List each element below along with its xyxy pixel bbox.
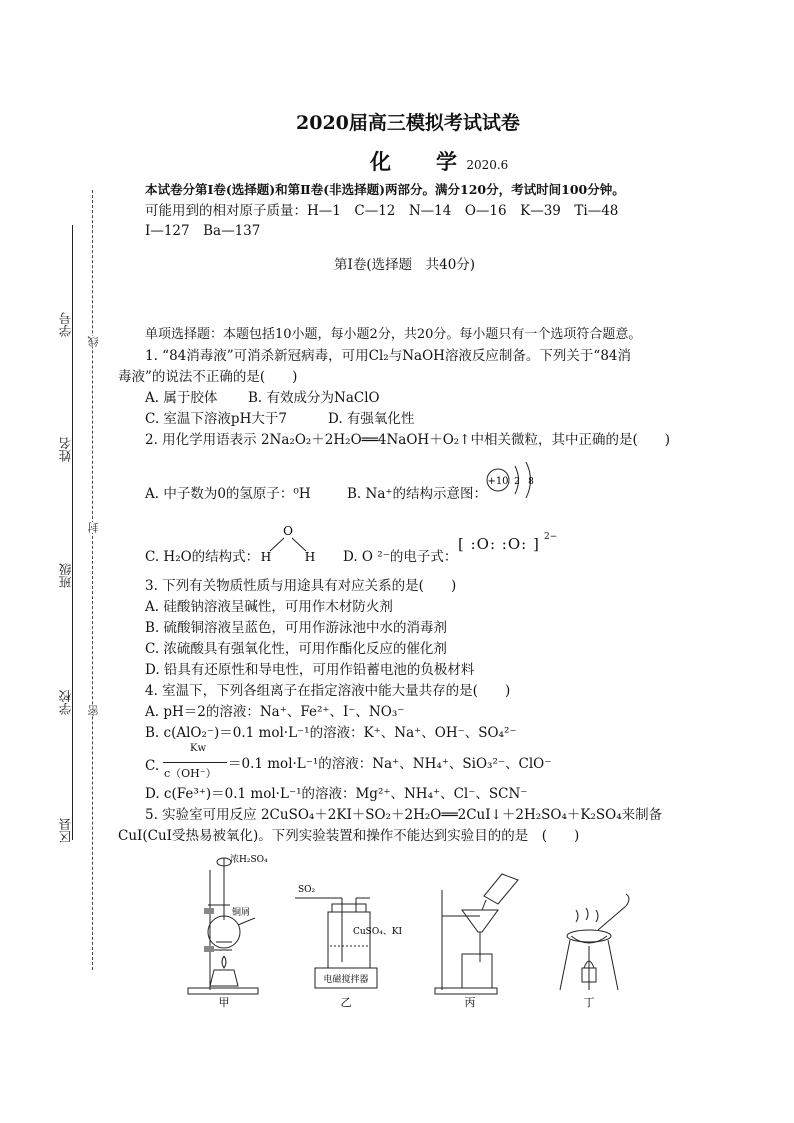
q2-option-d: D. O ²⁻的电子式： — [343, 549, 458, 565]
label-copper-shavings: 铜屑 — [232, 908, 251, 918]
q4-option-a: A. pH＝2的溶液：Na⁺、Fe²⁺、I⁻、NO₃⁻ — [145, 704, 405, 720]
q4-fraction-denominator: c（OH⁻） — [164, 767, 217, 780]
diagram-shell-2: 8 — [528, 477, 534, 487]
caption-jia: 甲 — [218, 996, 230, 1009]
side-label-class: 班级 — [58, 563, 73, 588]
q4-option-d: D. c(Fe³⁺)＝0.1 mol·L⁻¹的溶液：Mg²⁺、NH₄⁺、Cl⁻、SCN⁻ — [145, 786, 528, 802]
peroxide-electron-formula: [ :O: :O: ] — [458, 535, 540, 553]
mark-xian: 线 — [87, 336, 100, 347]
apparatus-yi — [295, 885, 403, 988]
q4-option-b: B. c(AlO₂⁻)＝0.1 mol·L⁻¹的溶液：K⁺、Na⁺、OH⁻、SO₄²⁻ — [145, 725, 517, 741]
q2-option-a: A. 中子数为0的氢原子：⁰H — [145, 486, 311, 502]
struct-h1: H — [260, 550, 272, 564]
q3-stem: 3. 下列有关物质性质与用途具有对应关系的是( ) — [145, 578, 457, 594]
q2-stem: 2. 用化学用语表示 2Na₂O₂＋2H₂O══4NaOH＋O₂↑中相关微粒，其中正确的是( ) — [145, 432, 671, 448]
label-conc-h2so4: 浓H₂SO₄ — [230, 855, 268, 865]
label-so2: SO₂ — [298, 885, 316, 895]
exam-date: 2020.6 — [466, 158, 509, 172]
apparatus-bing — [435, 874, 518, 994]
q4-option-c-label: C. — [145, 758, 160, 774]
exam-title: 2020届高三模拟考试试卷 — [296, 112, 520, 134]
q4-fraction-numerator: Kw — [190, 743, 207, 754]
subject-line — [370, 146, 508, 176]
q3-option-c: C. 浓硫酸具有强氧化性，可用作酯化反应的催化剂 — [145, 641, 447, 657]
q5-stem-line1: 5. 实验室可用反应 2CuSO₄＋2KI＋SO₂＋2H₂O══2CuI↓＋2H₂SO₄＋K₂SO₄来制备 — [145, 807, 663, 823]
side-label-school: 学校 — [58, 690, 73, 715]
side-label-district: 区县 — [58, 818, 73, 843]
q1-option-d: D. 有强氧化性 — [328, 411, 415, 427]
intro-line-2: 可能用到的相对原子质量：H—1 C—12 N—14 O—16 K—39 Ti—48 — [145, 203, 619, 219]
struct-o: O — [283, 524, 293, 538]
q3-option-b: B. 硫酸铜溶液呈蓝色，可用作游泳池中水的消毒剂 — [145, 620, 448, 636]
apparatus-jia — [188, 853, 268, 994]
caption-yi: 乙 — [340, 996, 352, 1009]
q3-option-d: D. 铅具有还原性和导电性，可用作铅蓄电池的负极材料 — [145, 662, 475, 678]
caption-bing: 丙 — [464, 996, 476, 1009]
peroxide-charge: 2− — [544, 532, 558, 542]
q1-stem-line2: 毒液”的说法不正确的是( ) — [118, 369, 298, 385]
side-label-student-id: 学号 — [58, 312, 73, 337]
label-cuso4-ki: CuSO₄、KI — [353, 927, 403, 937]
q2-option-b: B. Na⁺的结构示意图： — [347, 486, 487, 502]
mark-mi: 密 — [87, 705, 100, 716]
intro-line-3: I—127 Ba—137 — [145, 223, 261, 239]
q3-option-a: A. 硅酸钠溶液呈碱性，可用作木材防火剂 — [145, 599, 393, 615]
binding-dashed-line — [92, 190, 93, 970]
diagram-shell-1: 2 — [514, 477, 520, 487]
subject-name: 化 学 — [370, 149, 458, 174]
q1-option-b: B. 有效成分为NaClO — [248, 390, 380, 406]
q4-fraction-bar — [163, 762, 227, 763]
apparatus-ding — [560, 894, 629, 990]
mark-feng: 封 — [87, 522, 100, 533]
section-title: 第Ⅰ卷(选择题 共40分) — [334, 257, 476, 273]
water-structural-formula — [256, 521, 324, 565]
q1-option-a: A. 属于胶体 — [145, 390, 218, 406]
q1-option-c: C. 室温下溶液pH大于7 — [145, 411, 287, 427]
caption-ding: 丁 — [583, 996, 595, 1009]
q5-stem-line2: CuI(CuI受热易被氧化)。下列实验装置和操作不能达到实验目的的是 ( ) — [118, 828, 580, 844]
apparatus-figure — [180, 850, 630, 1010]
q1-stem-line1: 1. “84消毒液”可消杀新冠病毒，可用Cl₂与NaOH溶液反应制备。下列关于“84消 — [145, 348, 631, 364]
na-ion-structure-diagram — [484, 458, 544, 502]
label-magnetic-stirrer: 电磁搅拌器 — [323, 975, 369, 985]
diagram-nucleus: +10 — [487, 476, 509, 487]
q4-stem: 4. 室温下，下列各组离子在指定溶液中能大量共存的是( ) — [145, 683, 511, 699]
part-intro: 单项选择题：本题包括10小题，每小题2分，共20分。每小题只有一个选项符合题意。 — [145, 327, 642, 342]
q2-option-c: C. H₂O的结构式： — [145, 549, 260, 565]
q4-option-c-rest: ＝0.1 mol·L⁻¹的溶液：Na⁺、NH₄⁺、SiO₃²⁻、ClO⁻ — [228, 756, 552, 772]
side-label-name: 姓名 — [58, 437, 73, 462]
struct-h2: H — [304, 550, 316, 564]
intro-line-1: 本试卷分第Ⅰ卷(选择题)和第Ⅱ卷(非选择题)两部分。满分120分，考试时间100分钟。 — [145, 182, 625, 197]
